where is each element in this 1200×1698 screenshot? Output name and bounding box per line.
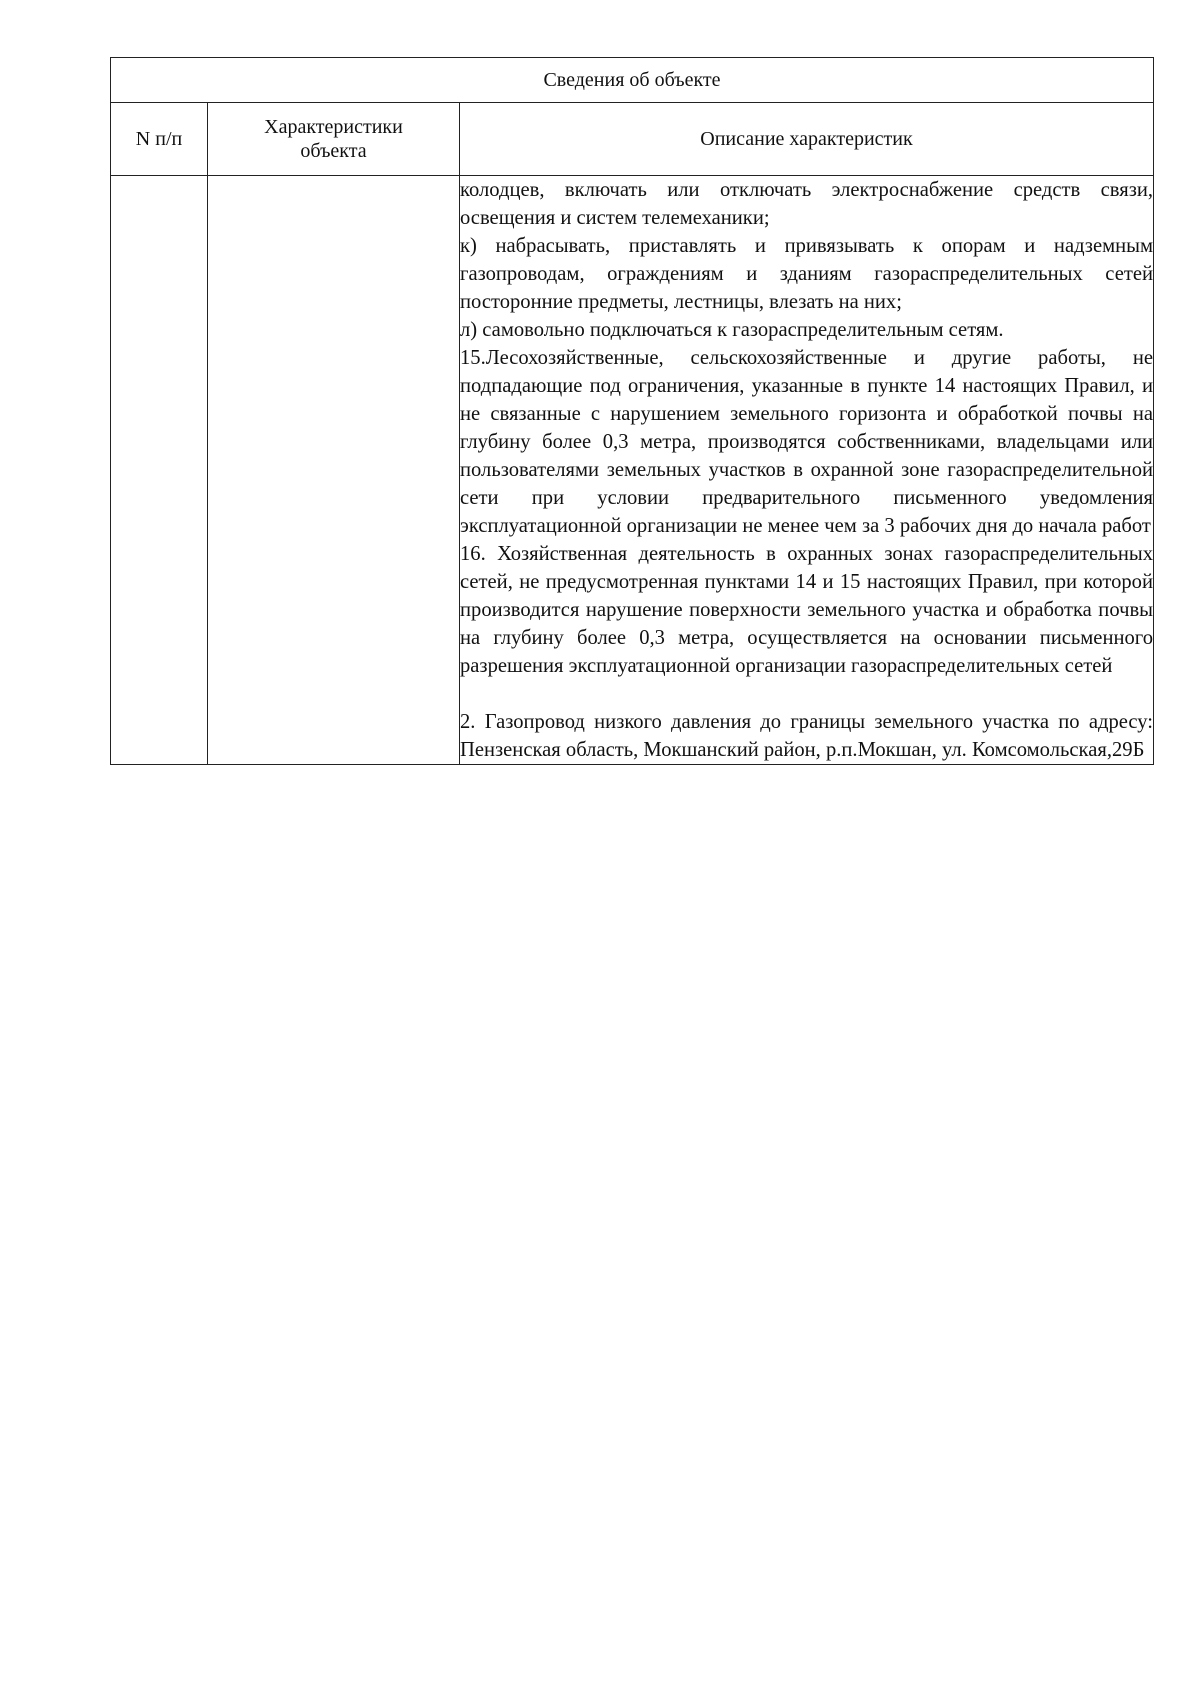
description-paragraph: л) самовольно подключаться к газораспределительным сетям.	[460, 319, 1004, 341]
row-characteristic-cell	[208, 176, 460, 765]
column-header-characteristics-line1: Характеристики	[264, 116, 403, 138]
table-title: Сведения об объекте	[111, 58, 1154, 103]
paragraph-spacer	[460, 680, 1153, 708]
column-header-number: N п/п	[111, 103, 208, 176]
table-title-row	[111, 58, 1154, 103]
description-paragraph: 15.Лесохозяйственные, сельскохозяйственные и другие работы, не подпадающие под ограничения, указанные в пункте 14 настоящих Правил, и не связанные с нарушением земельного горизонта и обработкой почвы на глубину более 0,3 метра, производятся собственниками, владельцами или пользователями земельных участков в охранной зоне газораспределительной сети при условии предварительного письменного уведомления эксплуатационной организации не менее чем за 3 рабочих дня до начала работ	[460, 347, 1154, 537]
column-header-characteristics	[208, 103, 460, 176]
row-number-cell	[111, 176, 208, 765]
object-info-table	[110, 57, 1154, 765]
description-paragraph: 2. Газопровод низкого давления до границы земельного участка по адресу: Пензенская область, Мокшанский район, р.п.Мокшан, ул. Комсомольская,29Б	[460, 711, 1154, 761]
table-row	[111, 176, 1154, 765]
description-paragraph: к) набрасывать, приставлять и привязывать к опорам и надземным газопроводам, ограждениям и зданиям газораспределительных сетей посторонние предметы, лестницы, влезать на них;	[460, 235, 1154, 313]
column-header-characteristics-line2: объекта	[300, 140, 367, 162]
description-paragraph: 16. Хозяйственная деятельность в охранных зонах газораспределительных сетей, не предусмотренная пунктами 14 и 15 настоящих Правил, при которой производится нарушение поверхности земельного участка и обработка почвы на глубину более 0,3 метра, осуществляется на основании письменного разрешения эксплуатационной организации газораспределительных сетей	[460, 543, 1154, 677]
description-paragraph: колодцев, включать или отключать электроснабжение средств связи, освещения и систем телемеханики;	[460, 179, 1154, 229]
row-description-cell	[460, 176, 1154, 765]
column-header-description: Описание характеристик	[460, 103, 1154, 176]
table-header-row	[111, 103, 1154, 176]
